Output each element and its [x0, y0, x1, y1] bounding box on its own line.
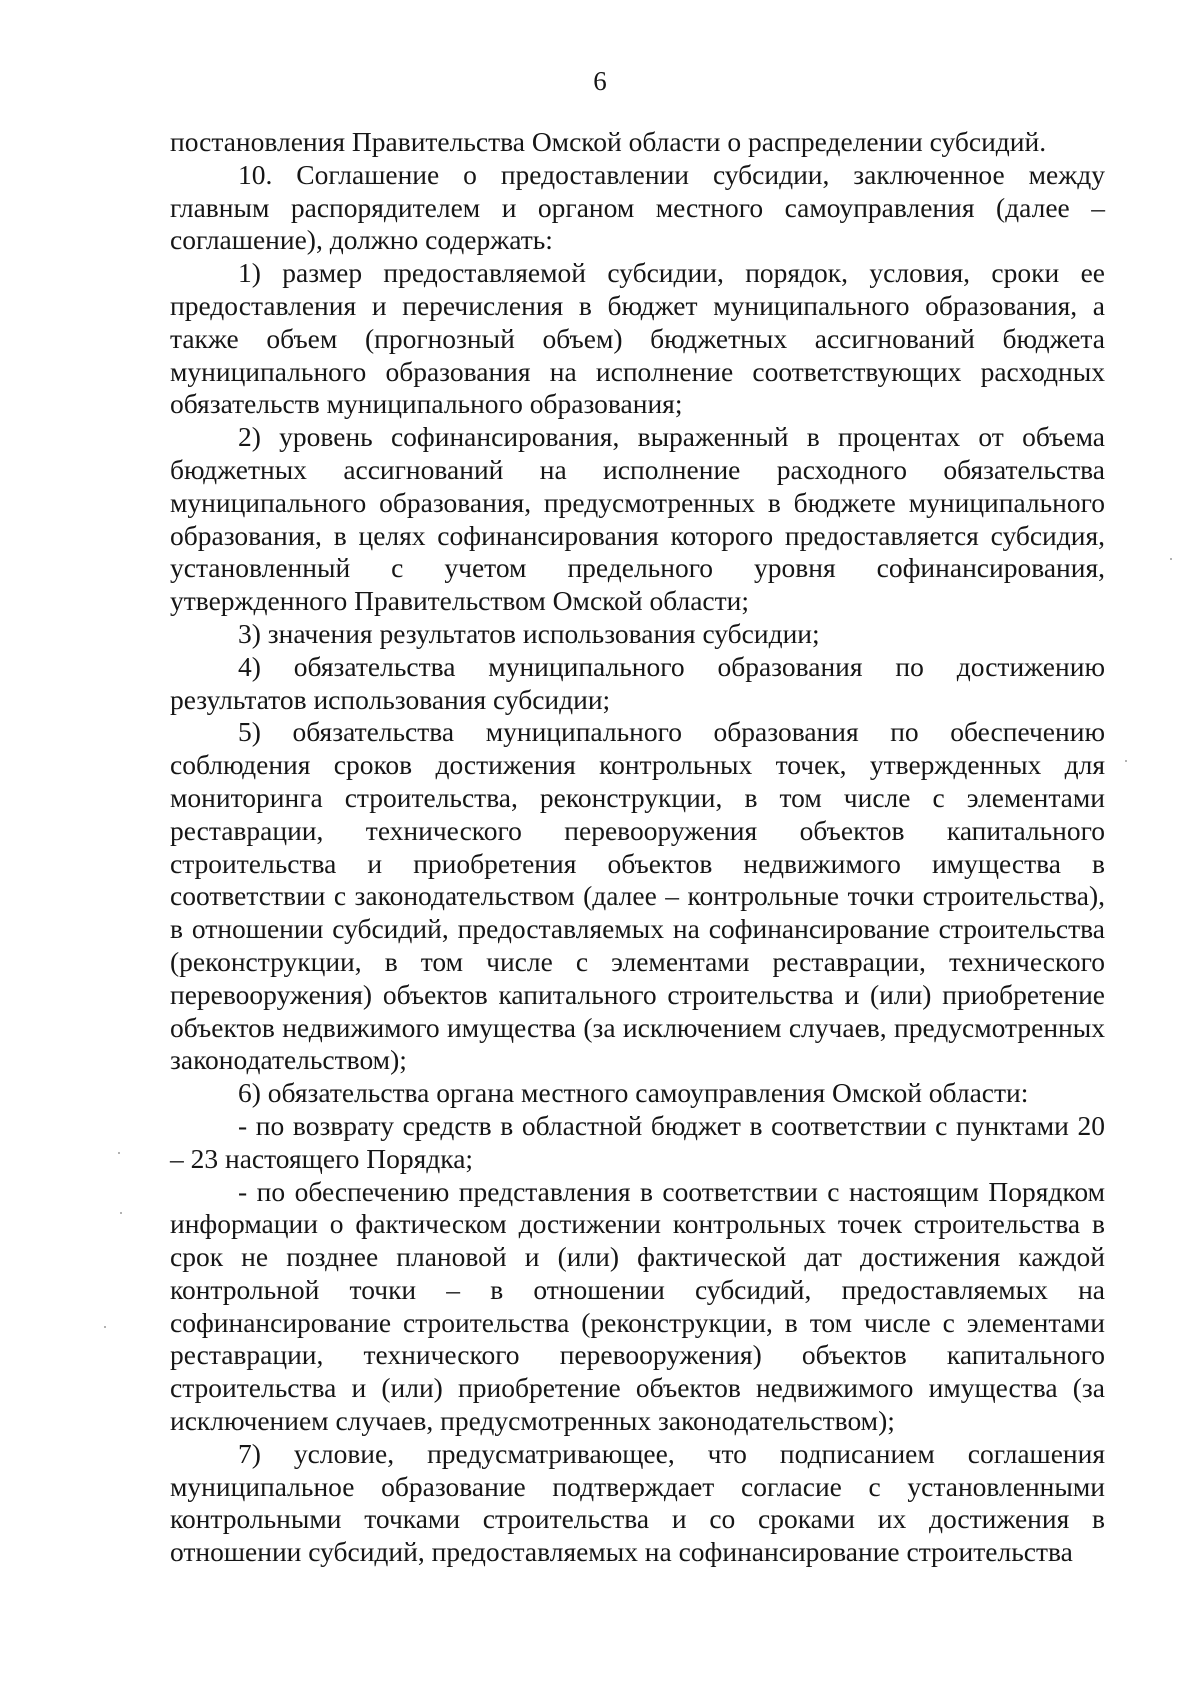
- paragraph-subitem-1: 1) размер предоставляемой субсидии, порядок, условия, сроки ее предоставления и перечисления в бюджет муниципального образования, а также объем (прогнозный объем) бюджетных ассигнований бюджета муниципального образования на исполнение соответствующих расходных обязательств муниципального образования;: [170, 257, 1105, 420]
- scan-speck: [120, 1212, 122, 1214]
- scan-speck: [104, 1326, 106, 1328]
- document-body: [170, 126, 1105, 1569]
- paragraph-item-10: 10. Соглашение о предоставлении субсидии, заключенное между главным распорядителем и органом местного самоуправления (далее – соглашение), должно содержать:: [170, 158, 1105, 256]
- paragraph-subitem-5: 5) обязательства муниципального образования по обеспечению соблюдения сроков достижения контрольных точек, утвержденных для мониторинга строительства, реконструкции, в том числе с элементами реставрации, технического перевооружения объектов капитального строительства и приобретения объектов недвижимого имущества в соответствии с законодательством (далее – контрольные точки строительства), в отношении субсидий, предоставляемых на софинансирование строительства (реконструкции, в том числе с элементами реставрации, технического перевооружения) объектов капитального строительства и (или) приобретение объектов недвижимого имущества (за исключением случаев, предусмотренных законодательством);: [170, 716, 1105, 1076]
- scan-speck: [1125, 760, 1127, 762]
- page-number: 6: [593, 66, 607, 96]
- paragraph-subitem-3: 3) значения результатов использования субсидии;: [238, 617, 820, 649]
- paragraph-subitem-4: 4) обязательства муниципального образования по достижению результатов использования субсидии;: [170, 650, 1105, 715]
- paragraph-subitem-6: 6) обязательства органа местного самоуправления Омской области:: [238, 1077, 1029, 1109]
- scan-speck: [1170, 558, 1172, 560]
- paragraph-subitem-2: 2) уровень софинансирования, выраженный в процентах от объема бюджетных ассигнований на исполнение расходного обязательства муниципального образования, предусмотренных в бюджете муниципального образования, в целях софинансирования которого предоставляется субсидия, установленный с учетом предельного уровня софинансирования, утвержденного Правительством Омской области;: [170, 421, 1105, 617]
- paragraph-subitem-7: 7) условие, предусматривающее, что подписанием соглашения муниципальное образование подтверждает согласие с установленными контрольными точками строительства и со сроками их достижения в отношении субсидий, предоставляемых на софинансирование строительства: [170, 1437, 1105, 1568]
- paragraph-continuation: постановления Правительства Омской области о распределении субсидий.: [170, 126, 1047, 157]
- paragraph-dash-item-reporting: - по обеспечению представления в соответствии с настоящим Порядком информации о фактическом достижении контрольных точек строительства в срок не позднее плановой и (или) фактической дат достижения каждой контрольной точки – в отношении субсидий, предоставляемых на софинансирование строительства (реконструкции, в том числе с элементами реставрации, технического перевооружения) объектов капитального строительства и (или) приобретение объектов недвижимого имущества (за исключением случаев, предусмотренных законодательством);: [170, 1175, 1105, 1437]
- paragraph-dash-item-refund: - по возврату средств в областной бюджет в соответствии с пунктами 20 – 23 настоящего Порядка;: [170, 1109, 1105, 1174]
- scan-speck: [118, 1152, 120, 1154]
